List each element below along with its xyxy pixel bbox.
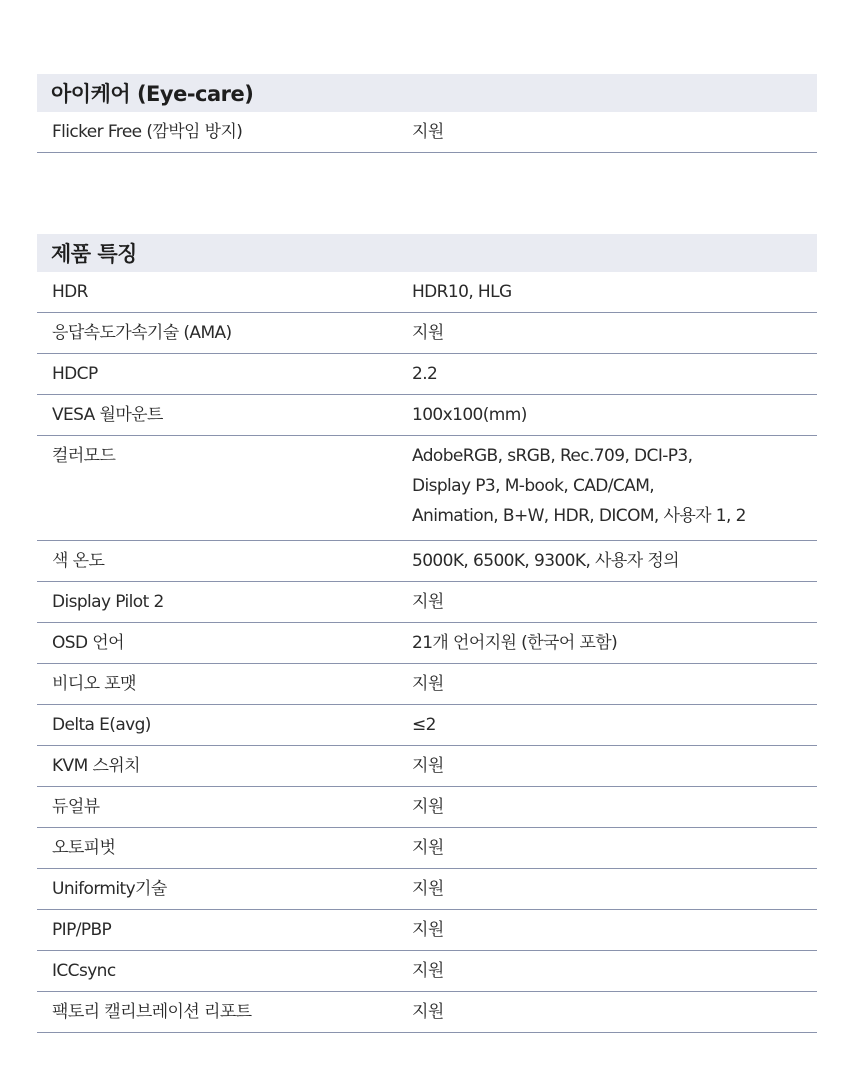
- spec-value-line: 지원: [412, 797, 444, 817]
- spec-value: [412, 714, 817, 736]
- spec-row: [37, 582, 817, 623]
- spec-value-line: 지원: [412, 592, 444, 612]
- spec-value-line: HDR10, HLG: [412, 282, 512, 302]
- spec-value-line: 지원: [412, 920, 444, 940]
- spec-value: [412, 837, 817, 859]
- spec-row: [37, 664, 817, 705]
- spec-label: HDCP: [52, 364, 98, 384]
- spec-value: [412, 632, 817, 654]
- spec-label: HDR: [52, 282, 88, 302]
- spec-value: [412, 404, 817, 426]
- spec-row: [37, 992, 817, 1033]
- spec-value-line: 지원: [412, 756, 444, 776]
- spec-label: OSD 언어: [52, 633, 124, 653]
- spec-value-line: 21개 언어지원 (한국어 포함): [412, 633, 618, 653]
- features-section: [37, 234, 817, 1033]
- spec-row: [37, 746, 817, 787]
- spec-row: [37, 828, 817, 869]
- section-title: 아이케어 (Eye-care): [51, 82, 254, 106]
- spec-value: [412, 322, 817, 344]
- spec-value: [412, 796, 817, 818]
- spec-label: 컬러모드: [52, 446, 116, 466]
- spec-value: [412, 960, 817, 982]
- spec-row: [37, 354, 817, 395]
- spec-value: [412, 281, 817, 303]
- spec-value-line: 지원: [412, 838, 444, 858]
- spec-row: [37, 787, 817, 828]
- spec-label: 색 온도: [52, 551, 105, 571]
- spec-value-line: 5000K, 6500K, 9300K, 사용자 정의: [412, 551, 679, 571]
- spec-value-line: 지원: [412, 323, 444, 343]
- spec-label: PIP/PBP: [52, 920, 112, 940]
- spec-label: VESA 월마운트: [52, 405, 163, 425]
- spec-label: Flicker Free (깜박임 방지): [52, 122, 243, 142]
- eyecare-spec-table: [37, 112, 817, 153]
- spec-value: [412, 591, 817, 613]
- eyecare-section: [37, 74, 817, 153]
- spec-value: [412, 363, 817, 385]
- spec-value: [412, 878, 817, 900]
- spec-value: [412, 121, 817, 143]
- spec-label: 오토피벗: [52, 838, 116, 858]
- spec-label: 비디오 포맷: [52, 674, 136, 694]
- spec-row: [37, 112, 817, 153]
- spec-value-line: 지원: [412, 674, 444, 694]
- spec-value-line: 지원: [412, 122, 444, 142]
- spec-value-line: Animation, B+W, HDR, DICOM, 사용자 1, 2: [412, 506, 746, 526]
- spec-label: Uniformity기술: [52, 879, 167, 899]
- spec-row: [37, 436, 817, 541]
- spec-row: [37, 541, 817, 582]
- spec-value-line: Display P3, M-book, CAD/CAM,: [412, 476, 655, 496]
- spec-value-line: 2.2: [412, 364, 438, 384]
- spec-label: 듀얼뷰: [52, 797, 100, 817]
- spec-row: [37, 395, 817, 436]
- spec-label: Delta E(avg): [52, 715, 151, 735]
- spec-value-line: ≤2: [412, 715, 436, 735]
- spec-row: [37, 272, 817, 313]
- spec-row: [37, 705, 817, 746]
- spec-row: [37, 951, 817, 992]
- spec-value: [412, 441, 817, 531]
- eyecare-header: [37, 74, 817, 112]
- spec-value: [412, 673, 817, 695]
- spec-label: 응답속도가속기술 (AMA): [52, 323, 232, 343]
- spec-label: ICCsync: [52, 961, 116, 981]
- spec-value: [412, 755, 817, 777]
- spec-label: 팩토리 캘리브레이션 리포트: [52, 1002, 252, 1022]
- spec-value-line: 지원: [412, 961, 444, 981]
- features-header: [37, 234, 817, 272]
- features-spec-table: [37, 272, 817, 1033]
- spec-value: [412, 919, 817, 941]
- section-title: 제품 특징: [51, 242, 137, 266]
- spec-row: [37, 313, 817, 354]
- spec-value-line: 100x100(mm): [412, 405, 527, 425]
- spec-value-line: 지원: [412, 879, 444, 899]
- spec-label: KVM 스위치: [52, 756, 140, 776]
- spec-row: [37, 910, 817, 951]
- spec-row: [37, 623, 817, 664]
- spec-value-line: AdobeRGB, sRGB, Rec.709, DCI-P3,: [412, 446, 693, 466]
- spec-value: [412, 1001, 817, 1023]
- spec-value: [412, 550, 817, 572]
- spec-row: [37, 869, 817, 910]
- spec-label: Display Pilot 2: [52, 592, 164, 612]
- spec-value-line: 지원: [412, 1002, 444, 1022]
